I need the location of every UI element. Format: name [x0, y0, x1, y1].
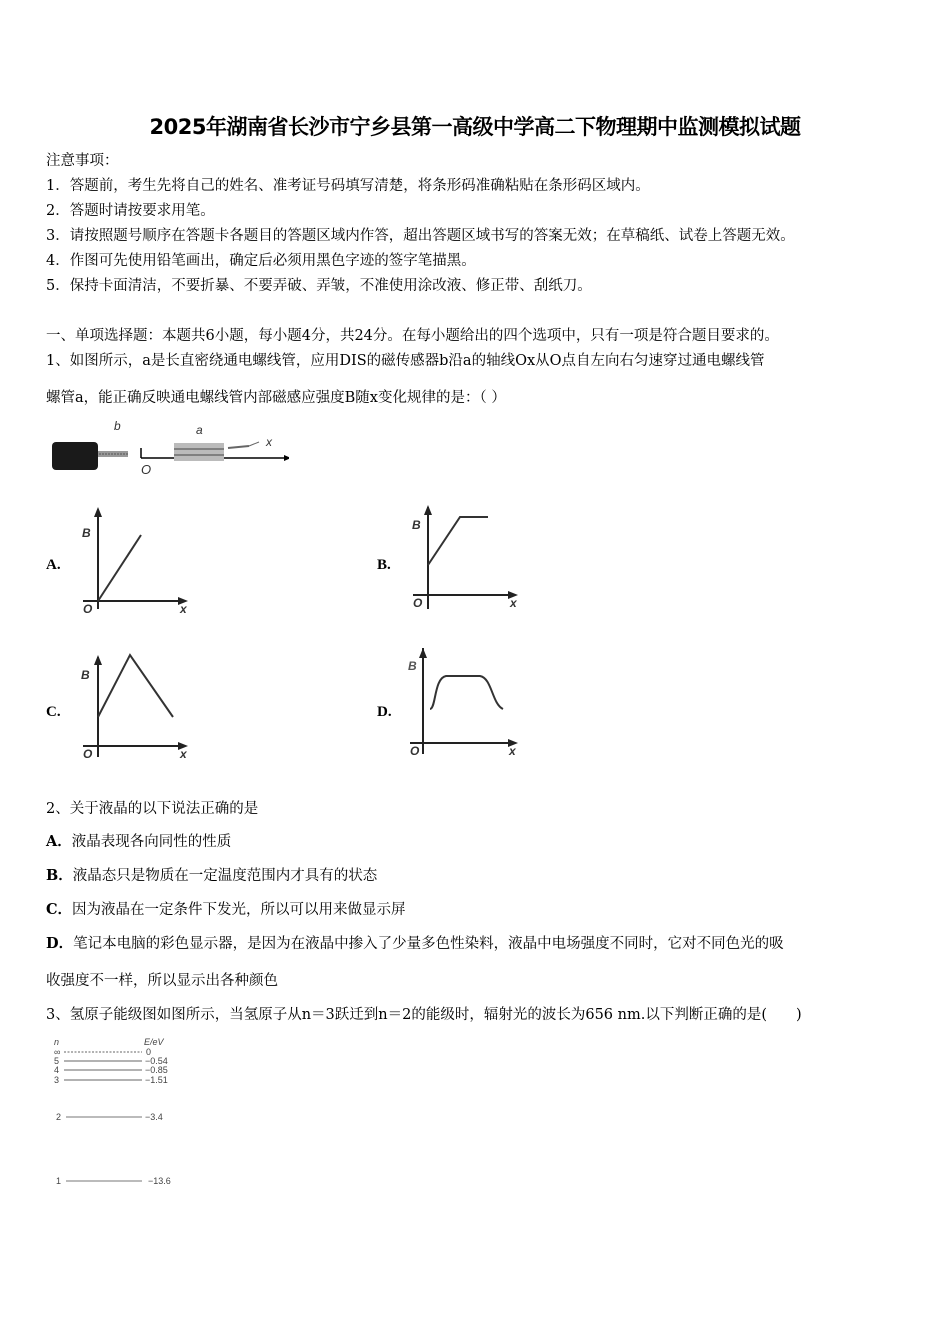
- svg-text:x: x: [180, 602, 187, 615]
- svg-text:5: 5: [54, 1056, 60, 1066]
- svg-text:1: 1: [56, 1176, 62, 1186]
- q1-stem-line2: 螺管a，能正确反映通电螺线管内部磁感应强度B随x变化规律的是：（ ）: [46, 390, 506, 406]
- svg-text:O: O: [410, 744, 420, 758]
- svg-text:B: B: [81, 668, 90, 682]
- notice-item: 4．作图可先使用铅笔画出，确定后必须用黑色字迹的签字笔描黑。: [46, 253, 476, 269]
- svg-text:O: O: [83, 747, 93, 761]
- svg-text:4: 4: [54, 1065, 60, 1075]
- q2-stem: 2、关于液晶的以下说法正确的是: [46, 801, 259, 817]
- svg-text:∞: ∞: [54, 1047, 61, 1057]
- option-text: 液晶态只是物质在一定温度范围内才具有的状态: [72, 868, 378, 884]
- section-heading: 一、单项选择题：本题共6小题，每小题4分，共24分。在每小题给出的四个选项中，只有一项是符合题目要求的。: [46, 328, 779, 344]
- solenoid-label-a: a: [196, 423, 203, 437]
- option-label: C．: [46, 901, 73, 918]
- solenoid-icon: [174, 443, 224, 461]
- notice-item: 2．答题时请按要求用笔。: [46, 203, 215, 219]
- svg-text:O: O: [83, 602, 93, 615]
- svg-text:0: 0: [146, 1047, 152, 1057]
- q2-option-c[interactable]: [46, 900, 406, 920]
- q1-option-a-label[interactable]: A.: [46, 557, 61, 573]
- svg-text:x: x: [180, 747, 187, 761]
- option-label: A．: [46, 833, 72, 850]
- q1-option-b-label[interactable]: B.: [377, 557, 391, 573]
- energy-level-diagram: [44, 1036, 194, 1191]
- q1-option-c-label[interactable]: C.: [46, 704, 61, 720]
- svg-text:−13.6: −13.6: [148, 1176, 171, 1186]
- sensor-label-b: b: [114, 419, 121, 433]
- option-text: 液晶表现各向同性的性质: [71, 834, 232, 850]
- q1-graph-a: [78, 505, 193, 615]
- axis-label-x: x: [266, 435, 272, 449]
- svg-text:E/eV: E/eV: [144, 1037, 164, 1047]
- q3-stem: 3、氢原子能级图如图所示，当氢原子从n＝3跃迁到n＝2的能级时，辐射光的波长为656 nm.以下判断正确的是( ): [46, 1007, 802, 1023]
- svg-text:O: O: [413, 596, 423, 610]
- q1-graph-d: [408, 644, 523, 759]
- svg-text:3: 3: [54, 1075, 60, 1085]
- q2-option-d[interactable]: [46, 934, 784, 954]
- option-label: D．: [46, 935, 74, 952]
- q1-graph-c: [78, 651, 193, 761]
- svg-text:x: x: [509, 744, 516, 758]
- svg-text:n: n: [54, 1037, 60, 1047]
- q1-option-d-label[interactable]: D.: [377, 704, 392, 720]
- svg-text:−0.85: −0.85: [145, 1065, 168, 1075]
- q2-option-d-continued: 收强度不一样，所以显示出各种颜色: [46, 973, 278, 989]
- solenoid-sensor-figure: [44, 418, 289, 478]
- origin-label: O: [141, 462, 152, 477]
- page-title: 2025年湖南省长沙市宁乡县第一高级中学高二下物理期中监测模拟试题: [149, 115, 801, 139]
- svg-text:−3.4: −3.4: [145, 1112, 163, 1122]
- q1-stem-line1: 1、如图所示，a是长直密绕通电螺线管，应用DIS的磁传感器b沿a的轴线Ox从O点自左向右匀速穿过通电螺线管: [46, 353, 765, 369]
- svg-text:−0.54: −0.54: [145, 1056, 168, 1066]
- option-text: 因为液晶在一定条件下发光，所以可以用来做显示屏: [72, 902, 406, 918]
- option-label: B．: [46, 867, 73, 884]
- notice-item: 5．保持卡面清洁，不要折暴、不要弄破、弄皱，不准使用涂改液、修正带、刮纸刀。: [46, 278, 592, 294]
- q1-graph-b: [408, 503, 523, 613]
- notice-item: 3．请按照题号顺序在答题卡各题目的答题区域内作答，超出答题区域书写的答案无效；在草稿纸、试卷上答题无效。: [46, 228, 795, 244]
- q2-option-a[interactable]: [46, 832, 231, 852]
- option-text: 笔记本电脑的彩色显示器，是因为在液晶中掺入了少量多色性染料，液晶中电场强度不同时，它对不同色光的吸: [73, 936, 784, 952]
- notice-item: 1．答题前，考生先将自己的姓名、准考证号码填写清楚，将条形码准确粘贴在条形码区域内。: [46, 178, 650, 194]
- svg-text:2: 2: [56, 1112, 62, 1122]
- svg-text:B: B: [408, 659, 417, 673]
- magnetic-sensor-icon: [52, 442, 98, 470]
- svg-text:B: B: [412, 518, 421, 532]
- svg-text:x: x: [510, 596, 517, 610]
- notice-heading: 注意事项：: [46, 153, 119, 169]
- q2-option-b[interactable]: [46, 866, 377, 886]
- svg-text:−1.51: −1.51: [145, 1075, 168, 1085]
- svg-text:B: B: [82, 526, 91, 540]
